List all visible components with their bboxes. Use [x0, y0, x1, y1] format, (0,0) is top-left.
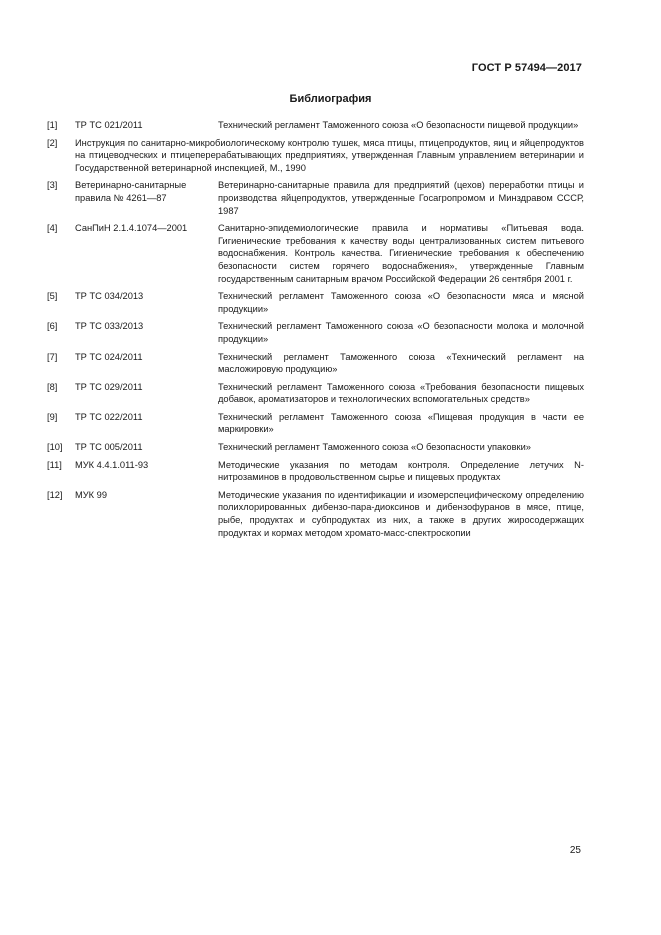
entry-document-code: СанПиН 2.1.4.1074—2001: [75, 223, 188, 234]
bibliography-entry: [47, 320, 584, 345]
entry-number: [6]: [47, 321, 58, 332]
entry-description: Технический регламент Таможенного союза «Пищевая продукция в части ее маркировки»: [218, 411, 584, 435]
entry-description: Технический регламент Таможенного союза «О безопасности молока и молочной продукции»: [218, 321, 584, 344]
entry-document-code: ТР ТС 005/2011: [75, 442, 143, 453]
entry-number: [1]: [47, 120, 58, 130]
entry-description: Санитарно-эпидемиологические правила и нормативы «Питьевая вода. Гигиенические требования к качеству воды централизованных систем питьевого водоснабжения. Контроль качества. Гигиенические требования к обеспечению безопасности систем горячего водоснабжения», утвержденные Главным государственным санитарным врачом Российской Федерации 26 сентября 2001 г.: [218, 223, 584, 284]
entry-document-code: Ветеринарно-санитарные правила № 4261—87: [75, 180, 187, 203]
entry-document-code: МУК 99: [75, 489, 107, 500]
page-title: Библиография: [289, 93, 372, 105]
entry-number: [4]: [47, 223, 58, 234]
bibliography-entry: [47, 441, 584, 454]
entry-number: [7]: [47, 351, 58, 362]
bibliography-entry: [47, 489, 584, 539]
bibliography-entry: [47, 137, 584, 175]
entry-document-code: ТР ТС 033/2013: [75, 321, 144, 332]
entry-number: [10]: [47, 442, 63, 453]
entry-number: [11]: [47, 459, 62, 470]
entry-number: [2]: [47, 137, 58, 148]
entry-number: [3]: [47, 180, 58, 191]
bibliography-entry: [47, 290, 584, 315]
entry-document-code: ТР ТС 021/2011: [75, 120, 143, 130]
bibliography-entry: [47, 381, 584, 406]
entry-description: Методические указания по идентификации и изомерспецифическому определению полихлорированных дибензо-пара-диоксинов и дибензофуранов в мясе, птице, рыбе, продуктах и субпродуктах из них, а также в других жиросодержащих продуктах и кормах методом хромато-масс-спектроскопии: [218, 489, 584, 538]
entry-description: Методические указания по методам контроля. Определение летучих N-нитрозаминов в продовольственном сырье и пищевых продуктах: [218, 459, 584, 483]
entry-document-code: МУК 4.4.1.011-93: [75, 459, 149, 470]
entry-description: Технический регламент Таможенного союза «Требования безопасности пищевых добавок, ароматизаторов и технологических вспомогательных средств»: [218, 381, 584, 405]
entry-number: [8]: [47, 381, 58, 392]
standard-number: ГОСТ Р 57494—2017: [471, 62, 582, 74]
bibliography-entry: [47, 351, 584, 376]
entry-document-code: ТР ТС 024/2011: [75, 351, 143, 362]
entry-description: Инструкция по санитарно-микробиологическому контролю тушек, мяса птицы, птицепродуктов, яиц и яйцепродуктов на птицеводческих и птицеперерабатывающих предприятиях, утвержденная Главным управлением ветеринарии и Государственной ветеринарной инспекцией, М., 1990: [75, 137, 584, 173]
bibliography-entry: [47, 179, 584, 217]
bibliography-entry: [47, 222, 584, 285]
bibliography-entry: [47, 411, 584, 436]
entry-document-code: ТР ТС 022/2011: [75, 411, 143, 422]
entry-description: Технический регламент Таможенного союза «О безопасности упаковки»: [218, 442, 531, 453]
entry-description: Ветеринарно-санитарные правила для предприятий (цехов) переработки птицы и производства яйцепродуктов, утвержденные Госагропромом и Минздравом СССР, 1987: [218, 180, 584, 216]
entry-document-code: ТР ТС 029/2011: [75, 381, 143, 392]
entry-number: [9]: [47, 411, 58, 422]
page-number: 25: [569, 845, 581, 856]
entry-number: [12]: [47, 489, 63, 500]
entry-description: Технический регламент Таможенного союза «О безопасности пищевой продукции»: [218, 120, 579, 130]
bibliography-entry: [47, 459, 584, 484]
bibliography-entry: [47, 119, 584, 132]
entry-description: Технический регламент Таможенного союза «Технический регламент на масложировую продукцию»: [218, 351, 584, 375]
bibliography-list: [47, 119, 584, 544]
entry-number: [5]: [47, 291, 58, 302]
entry-document-code: ТР ТС 034/2013: [75, 291, 144, 302]
entry-description: Технический регламент Таможенного союза «О безопасности мяса и мясной продукции»: [218, 291, 584, 314]
